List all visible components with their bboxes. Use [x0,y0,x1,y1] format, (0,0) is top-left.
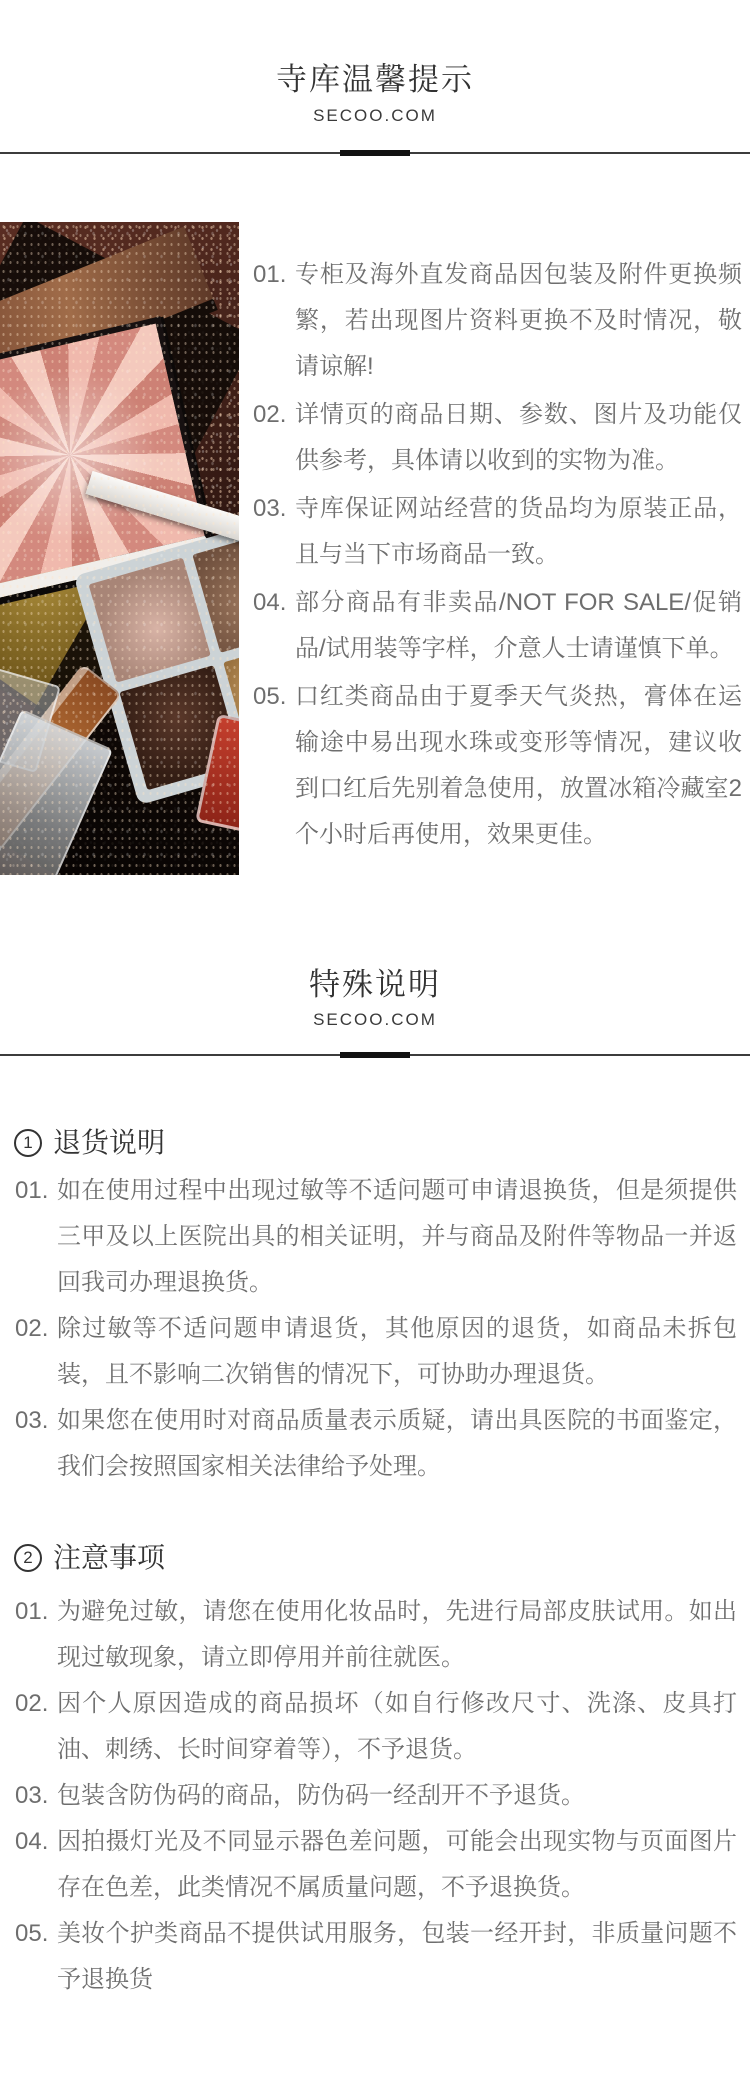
list-item [253,580,742,672]
item-number: 02. [15,1315,49,1342]
notice-title: 寺库温馨提示 [276,62,474,97]
item-number: 01. [253,261,287,288]
item-text: 因拍摄灯光及不同显示器色差问题，可能会出现实物与页面图片存在色差，此类情况不属质量问题，不予退换货。 [57,1828,737,1901]
item-text: 除过敏等不适问题申请退货，其他原因的退货，如商品未拆包装，且不影响二次销售的情况下，可协助办理退货。 [57,1315,737,1388]
item-text: 如果您在使用时对商品质量表示质疑，请出具医院的书面鉴定，我们会按照国家相关法律给予处理。 [57,1407,737,1480]
product-photo [0,222,239,875]
list-item [253,252,742,390]
divider-center-bar [340,150,410,156]
list-item [15,1306,737,1398]
divider-center-bar [340,1052,410,1058]
item-number: 04. [15,1828,49,1855]
item-number: 01. [15,1598,49,1625]
list-item [15,1168,737,1306]
item-text: 专柜及海外直发商品因包装及附件更换频繁，若出现图片资料更换不及时情况，敬请谅解! [295,261,742,380]
item-number: 03. [15,1782,49,1809]
list-item [15,1589,737,1681]
special-title: 特殊说明 [309,967,441,1002]
item-text: 为避免过敏，请您在使用化妆品时，先进行局部皮肤试用。如出现过敏现象，请立即停用并前往就医。 [57,1598,737,1671]
item-number: 02. [15,1690,49,1717]
circled-number-icon: 2 [14,1544,42,1572]
item-text: 包装含防伪码的商品，防伪码一经刮开不予退货。 [57,1782,585,1809]
list-item [15,1819,737,1911]
notices-list [15,1589,737,2003]
divider [0,152,750,154]
item-number: 03. [15,1407,49,1434]
list-item [15,1398,737,1490]
item-text: 详情页的商品日期、参数、图片及功能仅供参考，具体请以收到的实物为准。 [295,401,742,474]
item-text: 口红类商品由于夏季天气炎热，膏体在运输途中易出现水珠或变形等情况，建议收到口红后先别着急使用，放置冰箱冷藏室2个小时后再使用，效果更佳。 [295,683,742,848]
heading-label: 注意事项 [53,1542,166,1573]
brand-label: SECOO.COM [313,1010,437,1029]
brand-label: SECOO.COM [313,106,437,125]
circled-number-icon: 1 [14,1129,42,1157]
list-item [253,392,742,484]
item-number: 05. [253,683,287,710]
heading-label: 退货说明 [53,1127,166,1158]
divider [0,1054,750,1056]
list-item [15,1773,737,1819]
item-text: 寺库保证网站经营的货品均为原装正品，且与当下市场商品一致。 [295,495,742,568]
list-item [253,486,742,578]
list-item [15,1911,737,2003]
item-number: 01. [15,1177,49,1204]
notices-heading [14,1541,165,1575]
returns-heading [14,1126,165,1160]
item-text: 美妆个护类商品不提供试用服务，包装一经开封，非质量问题不予退换货 [57,1920,737,1993]
notice-list [253,252,742,860]
item-text: 因个人原因造成的商品损坏（如自行修改尺寸、洗涤、皮具打油、刺绣、长时间穿着等），不予退货。 [57,1690,737,1763]
item-text: 部分商品有非卖品/NOT FOR SALE/促销品/试用装等字样，介意人士请谨慎下单。 [295,589,742,662]
item-text: 如在使用过程中出现过敏等不适问题可申请退换货，但是须提供三甲及以上医院出具的相关证明，并与商品及附件等物品一并返回我司办理退换货。 [57,1177,737,1296]
item-number: 05. [15,1920,49,1947]
item-number: 02. [253,401,287,428]
item-number: 04. [253,589,287,616]
list-item [15,1681,737,1773]
eyeshadow-pan [88,558,210,683]
returns-list [15,1168,737,1490]
item-number: 03. [253,495,287,522]
list-item [253,674,742,858]
